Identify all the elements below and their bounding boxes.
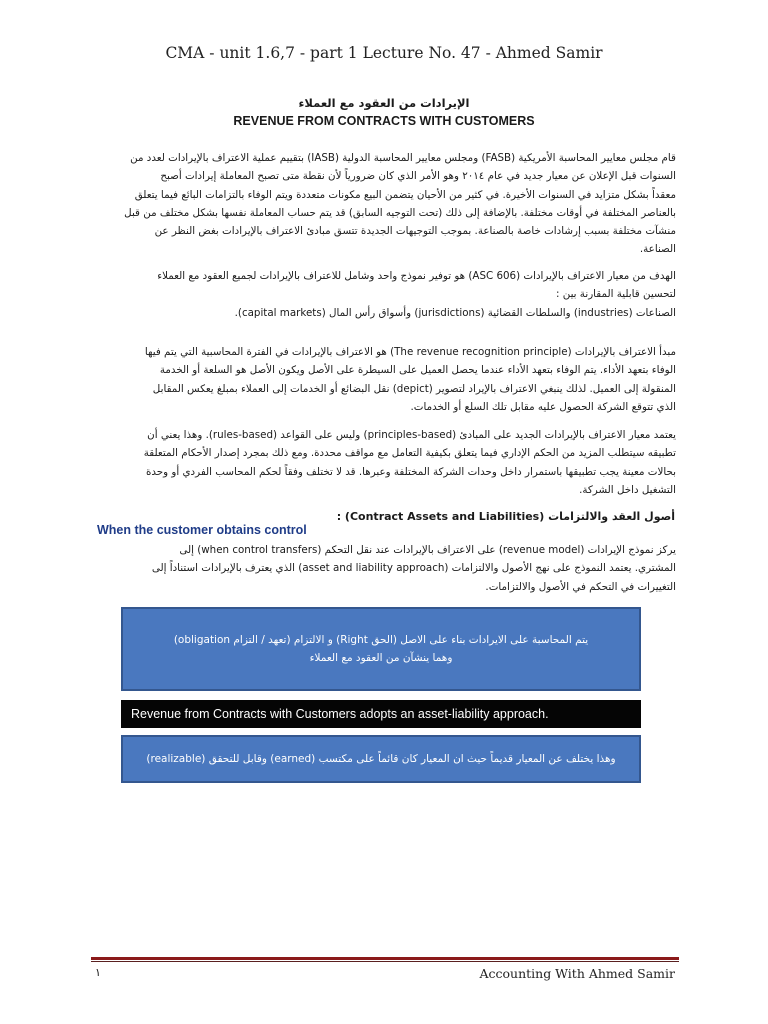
section-subheading-control: When the customer obtains control [97,523,307,537]
footer-divider [91,957,679,960]
paragraph-intro [93,149,676,259]
paragraph-line: التشغيل داخل الشركة. [579,483,676,496]
callout-box-asset-liability [121,607,641,691]
document-title-arabic: الإيرادات من العقود مع العملاء [298,96,470,110]
paragraph-line: الهدف من معيار الاعتراف بالإيرادات (ASC 606) هو توفير نموذج واحد وشامل للاعتراف بالإيرادات لجميع العقود مع العملاء [157,270,676,282]
paragraph-line: بالعناصر المختلفة في أوقات مختلفة. بالإضافة إلى ذلك (تحت التوجيه السابق) قد يتم حساب المعاملة نفسها بشكل مختلف من قبل [124,206,676,219]
paragraph-line: يعتمد معيار الاعتراف بالإيرادات الجديد على المبادئ (principles-based) وليس على القواعد (rules-based). وهذا يعني أن [147,429,676,441]
paragraph-principles-based [93,426,676,499]
paragraph-line: معقداً بشكل متزايد في السنوات الأخيرة. في كثير من الأحيان يتضمن البيع مكونات متعددة ويتم الوفاء بالتزامات البائع فيما يتعلق [134,188,676,201]
page-number: ١ [95,966,101,979]
footer-divider-thin [91,961,679,962]
footer-author: Accounting With Ahmed Samir [479,966,675,981]
paragraph-line: منشآت مختلفة بسبب إرشادات خاصة بالصناعة. بموجب التوجيهات الجديدة تتسق مبادئ الاعتراف بالإيرادات بغض النظر عن [154,225,676,238]
paragraph-principle [93,343,676,416]
paragraph-line: الذي تتوقع الشركة الحصول عليه مقابل تلك السلع أو الخدمات. [410,400,676,413]
paragraph-line: قام مجلس معايير المحاسبة الأمريكية (FASB) ومجلس معايير المحاسبة الدولية (IASB) بتقييم عملية الاعتراف بالإيرادات لعدد من [130,152,676,164]
paragraph-line: مبدأ الاعتراف بالإيرادات (The revenue recognition principle) هو الاعتراف بالإيرادات في الفترة المحاسبية التي يتم فيها [144,346,676,358]
section-heading-contract-assets: أصول العقد والالتزامات (Contract Assets and Liabilities) : [336,510,675,523]
paragraph-line: الصناعة. [639,243,676,256]
paragraph-line: بحالات معينة يجب تطبيقها باستمرار داخل وحدات الشركة المختلفة وعبرها. قد لا تختلف وفقاً لحكم المحاسب الفردي أو وحدة [145,465,676,478]
paragraph-objective [93,267,676,322]
callout-box-earned-realizable: وهذا يختلف عن المعيار قديماً حيث ان المعيار كان قائماً على مكتسب (earned) وقابل للتحقق (realizable) [121,735,641,783]
paragraph-line: يركز نموذج الإيرادات (revenue model) على الاعتراف بالإيرادات عند نقل التحكم (when control transfers) إلى [179,544,676,556]
paragraph-line: الوفاء بتعهد الأداء. يتم الوفاء بتعهد الأداء عندما يحصل العميل على السيطرة على الأصل ويكون الأصل هو السلعة أو الخدمة [159,364,676,377]
document-title-english: REVENUE FROM CONTRACTS WITH CUSTOMERS [233,114,535,128]
paragraph-line: المشتري. يعتمد النموذج على نهج الأصول والالتزامات (asset and liability approach) الذي يعترف بالإيرادات استناداً إلى [151,562,676,575]
callout-line: وهما ينشآن من العقود مع العملاء [309,652,453,664]
paragraph-line: المنقولة إلى العميل. لذلك ينبغي الاعتراف بالإيراد لتصوير (depict) نقل البضائع أو الخدمات إلى العملاء بمبلغ يعكس المقابل [152,382,676,395]
paragraph-line: الصناعات (industries) والسلطات القضائية (jurisdictions) وأسواق رأس المال (capital markets). [234,306,676,319]
paragraph-line: لتحسين قابلية المقارنة بين : [555,288,676,301]
callout-line: يتم المحاسبة على الايرادات بناء على الاصل (الحق Right) و الالتزام (تعهد / التزام obligation) [173,634,589,646]
paragraph-line: تطبيقه سيتطلب المزيد من الحكم الإداري فيما يتعلق بكيفية التعامل مع مواقف محددة. ومع ذلك بمجرد إصدار الأحكام المتعلقة [143,447,676,460]
callout-box-approach: Revenue from Contracts with Customers adopts an asset-liability approach. [121,700,641,728]
paragraph-revenue-model [93,541,676,596]
paragraph-line: السنوات قبل الإعلان عن معيار جديد في عام ٢٠١٤ وهو الأمر الذي كان ضرورياً لأن نقطة متى تصبح المعاملة إيرادات أصبح [160,170,676,183]
page-header-title: CMA - unit 1.6,7 - part 1 Lecture No. 47 - Ahmed Samir [165,44,603,62]
paragraph-line: التغييرات في التحكم في الأصول والالتزامات. [485,580,676,593]
